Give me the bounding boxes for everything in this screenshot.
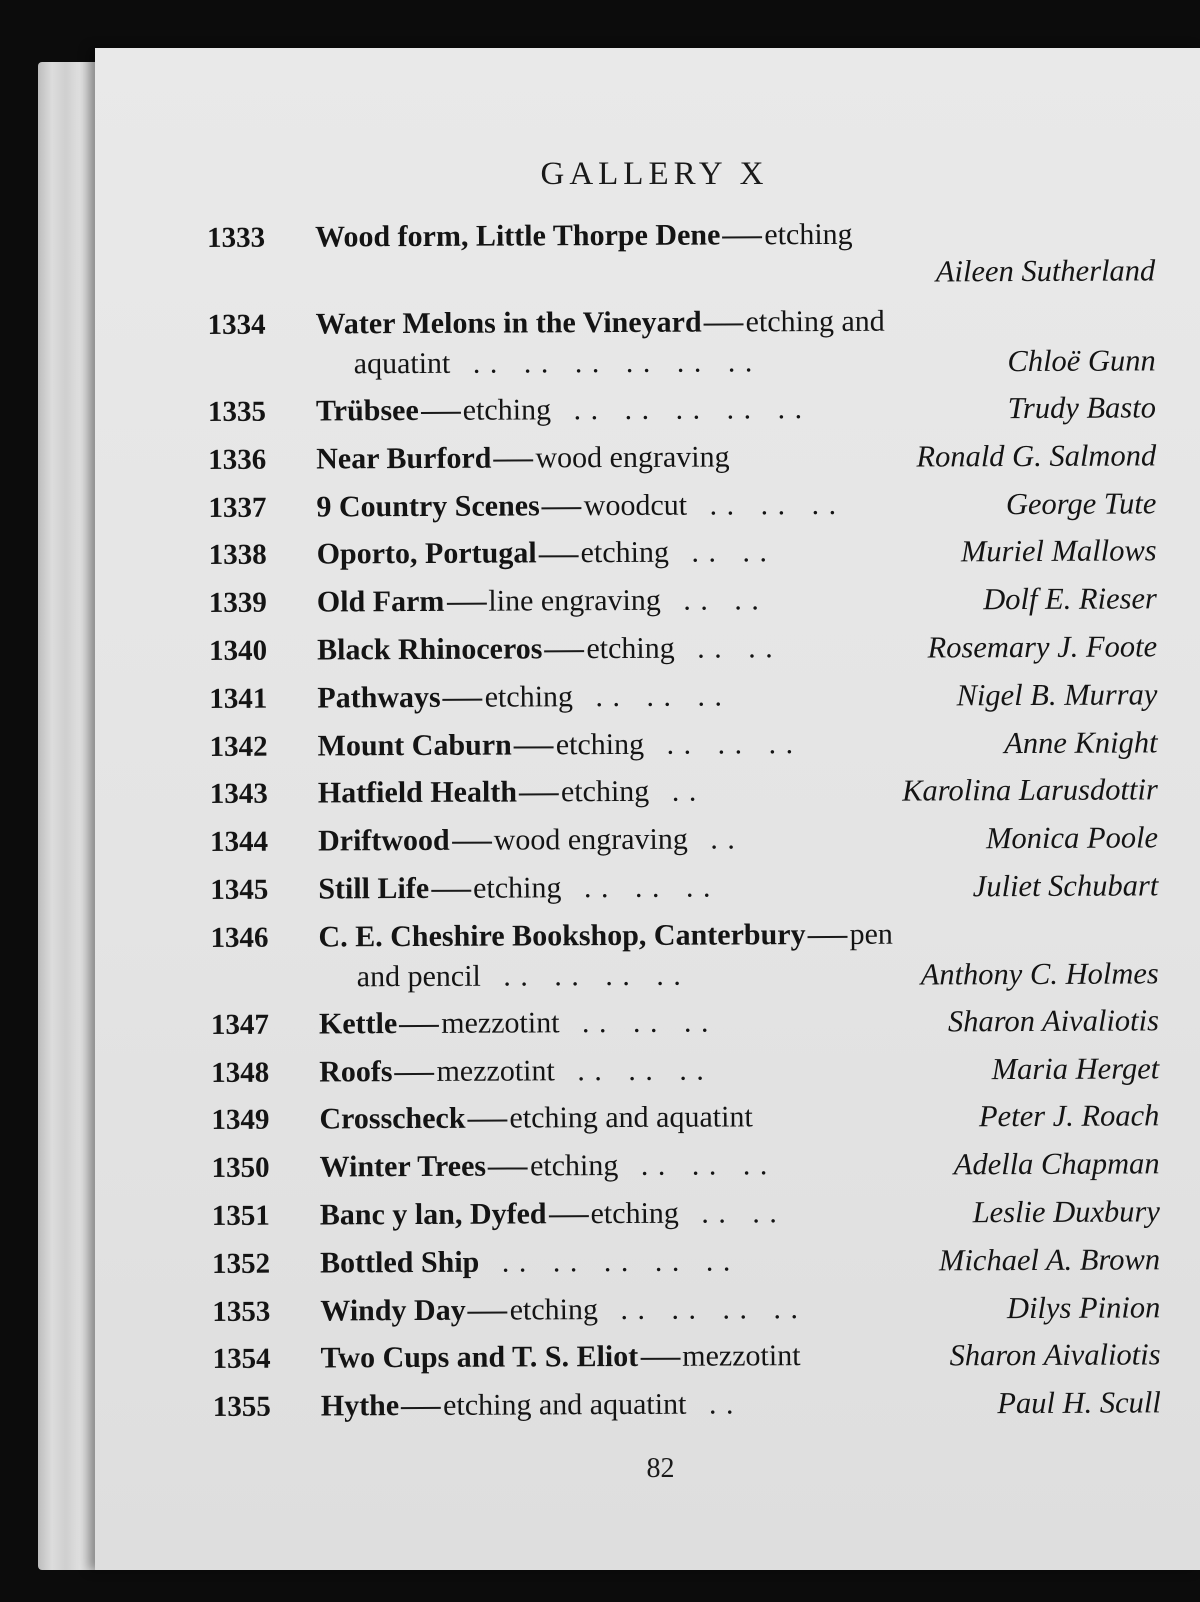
entry-artist: Ronald G. Salmond (916, 438, 1157, 474)
entry-line (320, 1191, 1160, 1235)
catalogue-entry (212, 1287, 1160, 1339)
catalogue-entry (213, 1382, 1161, 1434)
dot-leaders: . . . . . . (581, 1005, 710, 1039)
entry-medium: etching (484, 679, 574, 714)
entry-artist: Paul H. Scull (997, 1385, 1161, 1421)
entry-title: Near Burford (316, 441, 492, 476)
entry-medium: mezzotint (682, 1339, 801, 1374)
entry-number: 1348 (211, 1056, 270, 1089)
dot-leaders: . . . . . . (709, 487, 838, 522)
entry-number: 1350 (211, 1151, 270, 1185)
dot-leaders: . . . . . . (666, 726, 795, 761)
em-dash (399, 1025, 439, 1027)
entry-medium: etching (529, 1149, 619, 1183)
entry-continuation-line (357, 953, 1159, 997)
entry-medium: etching and (745, 304, 885, 339)
entry-medium: etching (462, 393, 552, 427)
entry-artist: Juliet Schubart (972, 868, 1159, 904)
entry-line (316, 387, 1156, 431)
entry-artist-line (315, 253, 1155, 297)
em-dash (493, 459, 533, 461)
entry-line (316, 435, 1156, 479)
entry-title: 9 Country Scenes (316, 488, 540, 524)
entry-number: 1347 (210, 1008, 270, 1041)
entry-title: Two Cups and T. S. Eliot (320, 1340, 639, 1375)
catalogue-entry (211, 1096, 1159, 1148)
entry-line (317, 722, 1157, 766)
entry-number: 1349 (211, 1104, 270, 1137)
entry-medium: etching (586, 631, 675, 666)
dot-leaders: . . (708, 1387, 735, 1421)
entry-medium: etching (764, 217, 853, 252)
entry-number: 1353 (212, 1295, 271, 1328)
catalogue-entry (208, 483, 1156, 535)
entry-number: 1343 (209, 778, 268, 811)
entry-title: Old Farm (316, 585, 445, 619)
catalogue-entry (209, 626, 1157, 678)
entry-number: 1333 (207, 221, 266, 254)
entry-artist: Sharon Aivaliotis (949, 1337, 1161, 1373)
entry-artist: Maria Herget (991, 1050, 1160, 1086)
entry-number: 1346 (210, 921, 269, 954)
entry-medium: etching (473, 871, 562, 905)
catalogue-entry (209, 674, 1157, 726)
entry-number: 1344 (209, 825, 269, 859)
entry-medium: line engraving (488, 583, 661, 618)
em-dash (549, 1215, 589, 1217)
dot-leaders: . . . . (697, 631, 774, 665)
em-dash (808, 936, 848, 938)
entry-number: 1342 (209, 730, 268, 763)
entry-line (320, 1239, 1160, 1283)
entry-medium: pen (849, 917, 893, 951)
em-dash (431, 890, 471, 892)
em-dash (446, 603, 486, 605)
entry-title: Pathways (317, 680, 441, 715)
entry-title: Mount Caburn (317, 728, 512, 763)
em-dash (542, 507, 582, 509)
entry-number: 1334 (207, 308, 266, 341)
catalogue-entry (210, 865, 1158, 917)
entry-artist: Monica Poole (986, 820, 1159, 856)
entry-line (320, 1287, 1160, 1331)
dot-leaders: . . . . (691, 535, 769, 570)
entry-number: 1335 (207, 395, 267, 428)
entry-medium-continued: and pencil (356, 959, 481, 994)
catalogue-entry (212, 1191, 1160, 1243)
entry-number: 1352 (212, 1247, 271, 1280)
catalogue-entry (211, 1000, 1159, 1052)
entry-medium: etching (509, 1292, 599, 1327)
entry-medium-continued: aquatint (353, 346, 451, 381)
entry-line (319, 1000, 1159, 1044)
entry-artist: George Tute (1005, 485, 1157, 521)
entry-line (316, 483, 1156, 527)
entry-line (317, 626, 1157, 670)
entry-number: 1337 (208, 491, 267, 524)
entry-medium: etching and aquatint (443, 1387, 687, 1423)
entry-artist: Nigel B. Murray (956, 677, 1158, 713)
catalogue-list (207, 213, 1161, 1435)
catalogue-entry (212, 1144, 1160, 1196)
catalogue-entry (211, 1048, 1159, 1100)
entry-line (319, 1048, 1159, 1092)
em-dash (452, 842, 492, 844)
entry-title: Hythe (320, 1389, 400, 1423)
em-dash (519, 794, 559, 796)
entry-line (317, 579, 1157, 623)
entry-artist: Sharon Aivaliotis (947, 1003, 1160, 1039)
dot-leaders: . . . . . . (583, 870, 712, 905)
dot-leaders: . . . . . . . . (620, 1291, 800, 1326)
entry-title: Driftwood (317, 823, 450, 858)
em-dash (488, 1168, 528, 1170)
entry-artist: Leslie Duxbury (972, 1194, 1160, 1230)
dot-leaders: . . . . . . . . . . (573, 392, 804, 427)
entry-medium: wood engraving (493, 822, 688, 857)
entry-title: Wood form, Little Thorpe Dene (315, 218, 721, 254)
entry-number: 1345 (210, 873, 269, 906)
entry-number: 1351 (211, 1199, 270, 1232)
em-dash (539, 555, 579, 557)
entry-artist: Aileen Sutherland (935, 253, 1156, 289)
catalogue-entry (207, 213, 1155, 305)
entry-title: Kettle (318, 1006, 398, 1041)
entry-title: Trübsee (315, 393, 419, 428)
entry-line (318, 865, 1158, 909)
entry-line (319, 1096, 1159, 1140)
catalogue-entry (209, 722, 1157, 774)
catalogue-entry (208, 387, 1156, 439)
catalogue-entry (209, 579, 1157, 631)
em-dash (640, 1358, 680, 1360)
entry-artist: Rosemary J. Foote (927, 629, 1158, 665)
dot-leaders: . . (710, 822, 736, 856)
entry-title: Banc y lan, Dyfed (319, 1197, 547, 1232)
entry-line (320, 1335, 1160, 1379)
em-dash (468, 1311, 508, 1313)
entry-artist: Trudy Basto (1007, 390, 1157, 426)
entry-number: 1354 (212, 1343, 271, 1376)
entry-medium: etching (555, 727, 645, 761)
entry-medium: etching (560, 775, 650, 809)
entry-medium: etching and aquatint (509, 1100, 753, 1135)
dot-leaders: . . . . (701, 1196, 778, 1230)
entry-line (315, 213, 1155, 257)
entry-line (317, 674, 1157, 718)
em-dash (468, 1120, 508, 1122)
entry-title: Winter Trees (319, 1149, 487, 1184)
entry-continuation-line (354, 340, 1156, 384)
catalogue-entry (210, 913, 1158, 1005)
dot-leaders: . . . . . . . . (503, 958, 682, 993)
entry-artist: Adella Chapman (953, 1146, 1160, 1182)
entry-artist: Anne Knight (1004, 724, 1158, 760)
entry-artist: Chloë Gunn (1007, 343, 1156, 379)
entry-title: Hatfield Health (317, 775, 518, 810)
catalogue-entry (212, 1239, 1160, 1291)
em-dash (722, 236, 762, 238)
entry-medium: mezzotint (436, 1053, 555, 1088)
dot-leaders: . . . . . . (577, 1053, 705, 1087)
entry-title: Still Life (318, 871, 430, 906)
catalogue-page (95, 48, 1200, 1570)
entry-line (318, 818, 1158, 862)
entry-number: 1355 (212, 1390, 271, 1424)
entry-number: 1339 (208, 586, 267, 620)
page-number: 82 (646, 1453, 675, 1484)
entry-line (318, 770, 1158, 814)
catalogue-entry (207, 300, 1155, 392)
entry-title: Black Rhinoceros (317, 632, 543, 667)
dot-leaders: . . . . (683, 583, 760, 617)
em-dash (395, 1073, 435, 1075)
entry-artist: Muriel Mallows (960, 533, 1157, 569)
em-dash (401, 1407, 441, 1409)
entry-number: 1340 (209, 634, 268, 667)
entry-artist: Dolf E. Rieser (983, 581, 1157, 617)
em-dash (421, 412, 461, 414)
em-dash (514, 746, 554, 748)
catalogue-entry (210, 818, 1158, 870)
catalogue-entry (210, 770, 1158, 822)
entry-medium: etching (580, 536, 670, 570)
entry-number: 1336 (208, 443, 267, 476)
entry-line (318, 913, 1158, 957)
dot-leaders: . . . . . . (595, 679, 724, 713)
em-dash (704, 323, 744, 325)
entry-number: 1338 (208, 539, 267, 572)
entry-line (315, 300, 1155, 344)
entry-artist: Dilys Pinion (1006, 1289, 1161, 1325)
entry-title: Roofs (319, 1054, 393, 1089)
entry-title: Water Melons in the Vineyard (315, 305, 702, 341)
entry-title: Crosscheck (319, 1102, 466, 1136)
entry-title: Oporto, Portugal (316, 536, 537, 571)
catalogue-entry (212, 1335, 1160, 1387)
entry-line (317, 531, 1157, 575)
entry-medium: wood engraving (535, 440, 730, 475)
entry-artist: Karolina Larusdottir (902, 772, 1158, 808)
em-dash (443, 699, 483, 701)
entry-artist: Peter J. Roach (978, 1098, 1160, 1134)
entry-artist: Michael A. Brown (938, 1242, 1161, 1278)
entry-medium: mezzotint (441, 1006, 560, 1040)
em-dash (544, 650, 584, 652)
entry-title: C. E. Cheshire Bookshop, Canterbury (318, 917, 806, 954)
dot-leaders: . . . . . . . . . . . . (472, 345, 754, 380)
dot-leaders: . . (671, 774, 698, 809)
entry-medium: woodcut (583, 488, 688, 522)
dot-leaders: . . . . . . . . . . (501, 1244, 732, 1279)
catalogue-entry (208, 435, 1156, 487)
gallery-heading: GALLERY X (540, 156, 769, 192)
dot-leaders: . . . . . . (640, 1148, 769, 1183)
entry-line (321, 1382, 1161, 1426)
catalogue-entry (209, 531, 1157, 583)
entry-artist: Anthony C. Holmes (920, 956, 1159, 992)
entry-medium: etching (590, 1196, 679, 1231)
entry-line (320, 1144, 1160, 1188)
entry-number: 1341 (209, 682, 268, 715)
entry-title: Windy Day (320, 1293, 466, 1328)
entry-title: Bottled Ship (320, 1245, 480, 1280)
